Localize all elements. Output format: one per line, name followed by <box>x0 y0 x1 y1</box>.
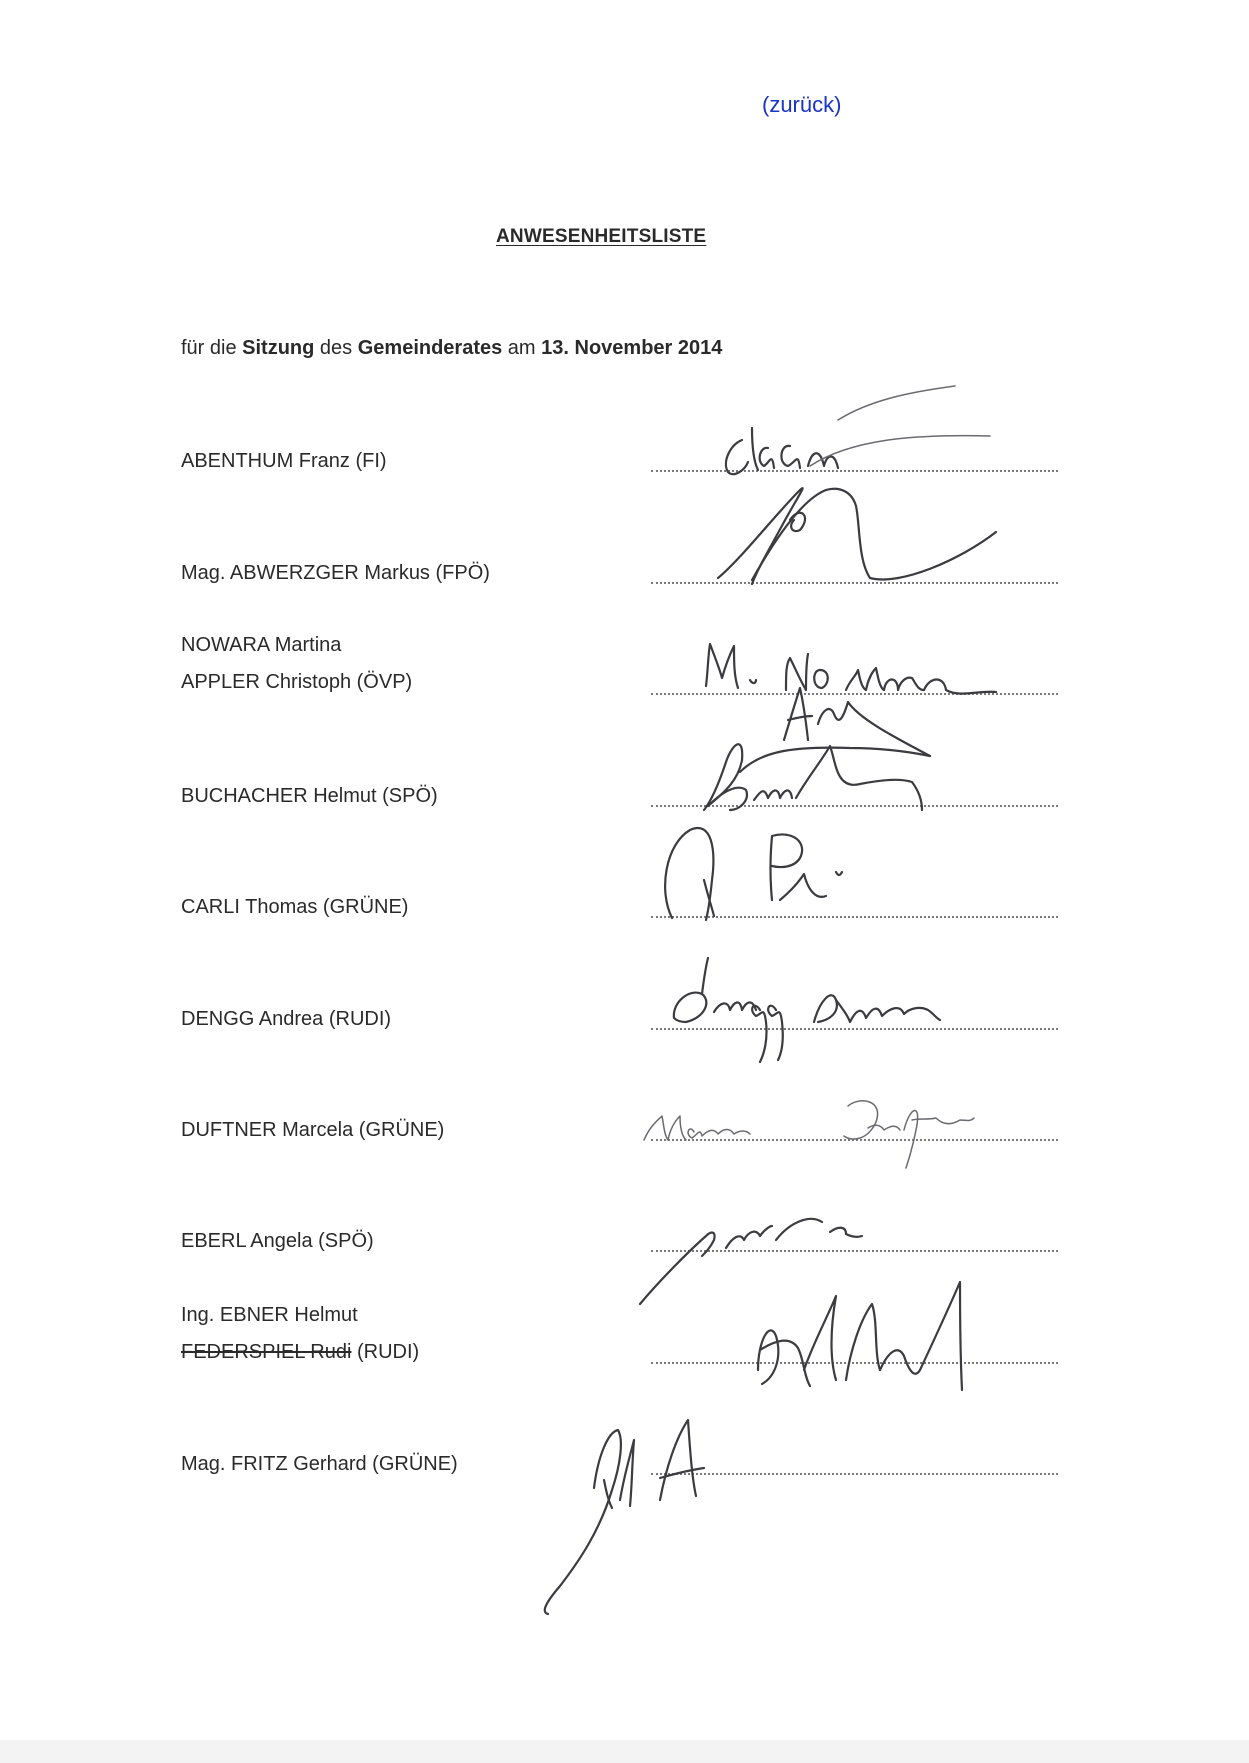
attendee-name: DUFTNER Marcela (GRÜNE) <box>181 1119 445 1141</box>
attendee-row <box>181 1297 419 1371</box>
subtitle-session: Sitzung <box>242 337 315 359</box>
signature-abwerzger <box>718 488 996 584</box>
page-bottom-edge <box>0 1740 1249 1763</box>
struck-name: FEDERSPIEL Rudi <box>181 1341 352 1363</box>
attendee-name: EBERL Angela (SPÖ) <box>181 1230 374 1252</box>
signature-line <box>651 1139 1058 1141</box>
signature-line <box>651 470 1058 472</box>
subtitle-mid1: des <box>314 337 358 359</box>
subtitle-mid2: am <box>502 337 542 359</box>
signature-ebner <box>758 1282 962 1390</box>
struck-suffix: (RUDI) <box>351 1341 420 1363</box>
signature-line <box>651 1250 1058 1252</box>
signature-fritz <box>545 1420 704 1614</box>
page-title: ANWESENHEITSLISTE <box>496 226 707 247</box>
attendee-name: NOWARA Martina <box>181 634 342 656</box>
signature-line <box>651 1473 1058 1475</box>
attendee-row <box>181 1112 444 1149</box>
signature-abenthum <box>726 386 990 474</box>
signature-line <box>651 1362 1058 1364</box>
attendee-row <box>181 627 412 701</box>
attendee-name-struck-row <box>181 1334 419 1371</box>
attendee-row <box>181 443 387 480</box>
attendee-name: BUCHACHER Helmut (SPÖ) <box>181 785 438 807</box>
attendee-row <box>181 1001 391 1038</box>
signature-appler <box>740 688 930 772</box>
subtitle-body: Gemeinderates <box>357 337 503 359</box>
signature-dengg <box>674 958 940 1062</box>
session-subtitle <box>181 337 722 360</box>
attendee-row <box>181 889 408 926</box>
signature-line <box>651 805 1058 807</box>
signature-line <box>651 582 1058 584</box>
signature-duftner <box>644 1101 974 1168</box>
attendee-name: Mag. ABWERZGER Markus (FPÖ) <box>181 562 490 584</box>
attendee-row <box>181 1223 374 1260</box>
attendee-row <box>181 1446 458 1483</box>
signature-eberl <box>640 1219 862 1304</box>
attendee-name: CARLI Thomas (GRÜNE) <box>181 896 409 918</box>
signature-line <box>651 1028 1058 1030</box>
subtitle-date: 13. November 2014 <box>541 337 723 359</box>
attendee-name: ABENTHUM Franz (FI) <box>181 450 387 472</box>
subtitle-prefix: für die <box>181 337 243 359</box>
attendee-row <box>181 778 438 815</box>
signature-carli <box>665 828 842 920</box>
attendee-name: Mag. FRITZ Gerhard (GRÜNE) <box>181 1453 458 1475</box>
signature-line <box>651 693 1058 695</box>
attendee-name: APPLER Christoph (ÖVP) <box>181 671 413 693</box>
signature-nowara <box>706 644 996 694</box>
signature-line <box>651 916 1058 918</box>
attendee-name: DENGG Andrea (RUDI) <box>181 1008 392 1030</box>
signature-buchacher <box>704 744 922 810</box>
back-link[interactable]: (zurück) <box>762 92 842 117</box>
attendee-name: Ing. EBNER Helmut <box>181 1304 358 1326</box>
attendee-row <box>181 555 490 592</box>
